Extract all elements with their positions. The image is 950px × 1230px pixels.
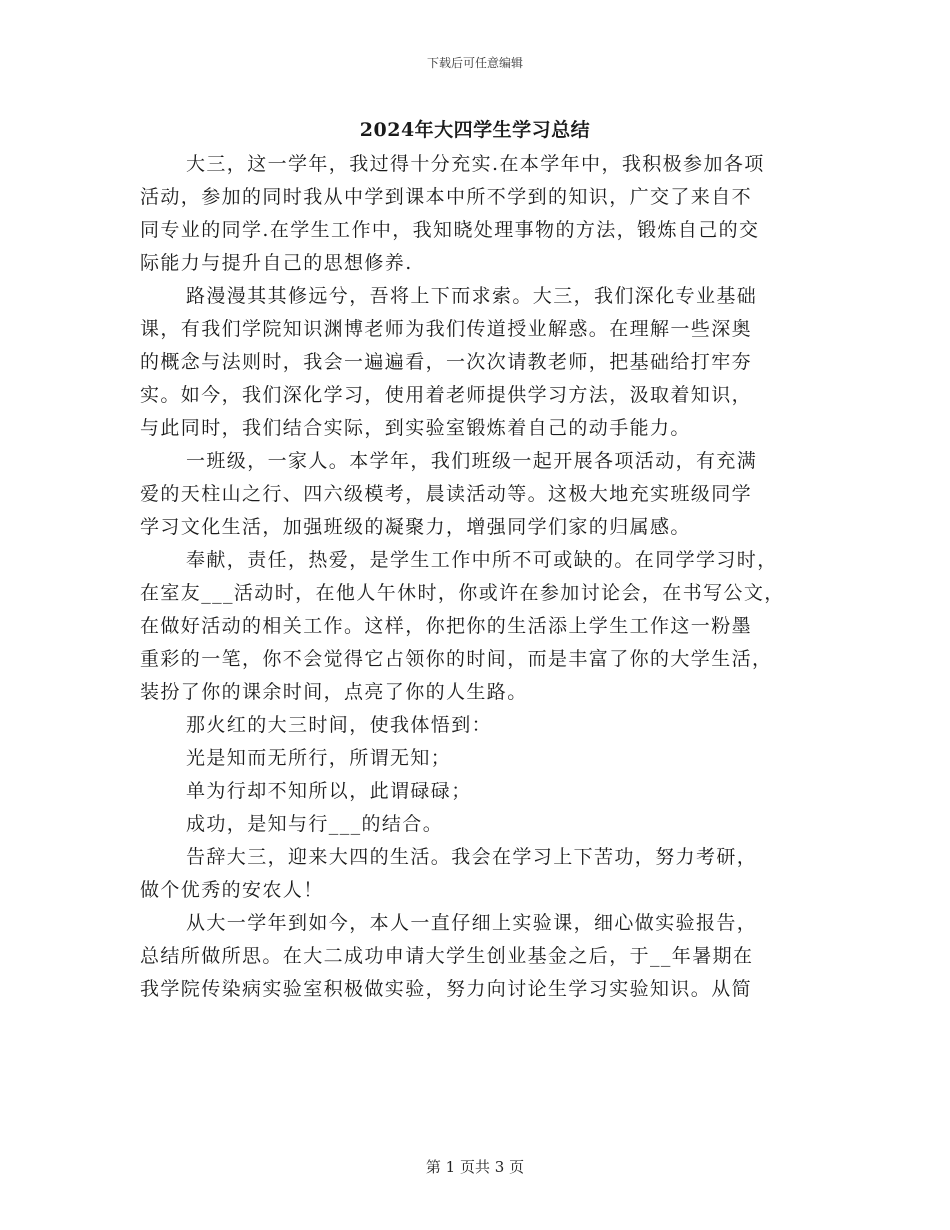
paragraph-line: 单为行却不知所以，此谓碌碌； bbox=[186, 780, 472, 802]
paragraph-line: 的概念与法则时，我会一遍遍看，一次次请教老师，把基础给打牢夯 bbox=[140, 351, 753, 373]
paragraph-line: 我学院传染病实验室积极做实验，努力向讨论生学习实验知识。从简 bbox=[140, 978, 753, 1000]
paragraph-line: 一班级，一家人。本学年，我们班级一起开展各项活动，有充满 bbox=[186, 450, 758, 472]
document-body bbox=[140, 148, 812, 1006]
paragraph-line: 与此同时，我们结合实际，到实验室锻炼着自己的动手能力。 bbox=[140, 417, 691, 439]
paragraph-line: 同专业的同学.在学生工作中，我知晓处理事物的方法，锻炼自己的交 bbox=[140, 219, 760, 241]
paragraph-line: 大三，这一学年，我过得十分充实.在本学年中，我积极参加各项 bbox=[186, 153, 765, 175]
paragraph-line: 光是知而无所行，所谓无知； bbox=[186, 747, 452, 769]
paragraph-line: 那火红的大三时间，使我体悟到： bbox=[186, 714, 493, 736]
paragraph-line: 路漫漫其其修远兮，吾将上下而求索。大三，我们深化专业基础 bbox=[186, 285, 758, 307]
paragraph-line: 做个优秀的安农人！ bbox=[140, 879, 324, 901]
paragraph-line: 重彩的一笔，你不会觉得它占领你的时间，而是丰富了你的大学生活， bbox=[140, 648, 773, 670]
paragraph-line: 活动，参加的同时我从中学到课本中所不学到的知识，广交了来自不 bbox=[140, 186, 753, 208]
paragraph-line: 爱的天柱山之行、四六级模考，晨读活动等。这极大地充实班级同学 bbox=[140, 483, 753, 505]
paragraph-line: 告辞大三，迎来大四的生活。我会在学习上下苦功，努力考研， bbox=[186, 846, 758, 868]
paragraph-line: 从大一学年到如今，本人一直仔细上实验课，细心做实验报告， bbox=[186, 912, 758, 934]
paragraph-line: 成功，是知与行___的结合。 bbox=[186, 813, 444, 835]
paragraph-line: 课，有我们学院知识渊博老师为我们传道授业解惑。在理解一些深奥 bbox=[140, 318, 753, 340]
paragraph-line: 学习文化生活，加强班级的凝聚力，增强同学们家的归属感。 bbox=[140, 516, 691, 538]
paragraph-line: 在做好活动的相关工作。这样，你把你的生活添上学生工作这一粉墨 bbox=[140, 615, 753, 637]
page-footer: 第 1 页共 3 页 bbox=[425, 1158, 525, 1176]
paragraph-line: 奉献，责任，热爱，是学生工作中所不可或缺的。在同学学习时， bbox=[186, 549, 778, 571]
paragraph-line: 在室友___活动时，在他人午休时，你或许在参加讨论会，在书写公文， bbox=[140, 582, 785, 604]
paragraph-line: 实。如今，我们深化学习，使用着老师提供学习方法，汲取着知识， bbox=[140, 384, 753, 406]
paragraph-line: 装扮了你的课余时间，点亮了你的人生路。 bbox=[140, 681, 528, 703]
paragraph-line: 总结所做所思。在大二成功申请大学生创业基金之后，于__年暑期在 bbox=[140, 945, 754, 967]
header-note: 下载后可任意编辑 bbox=[426, 56, 523, 70]
document-title: 2024年大四学生学习总结 bbox=[359, 119, 591, 141]
paragraph-line: 际能力与提升自己的思想修养. bbox=[140, 252, 413, 274]
